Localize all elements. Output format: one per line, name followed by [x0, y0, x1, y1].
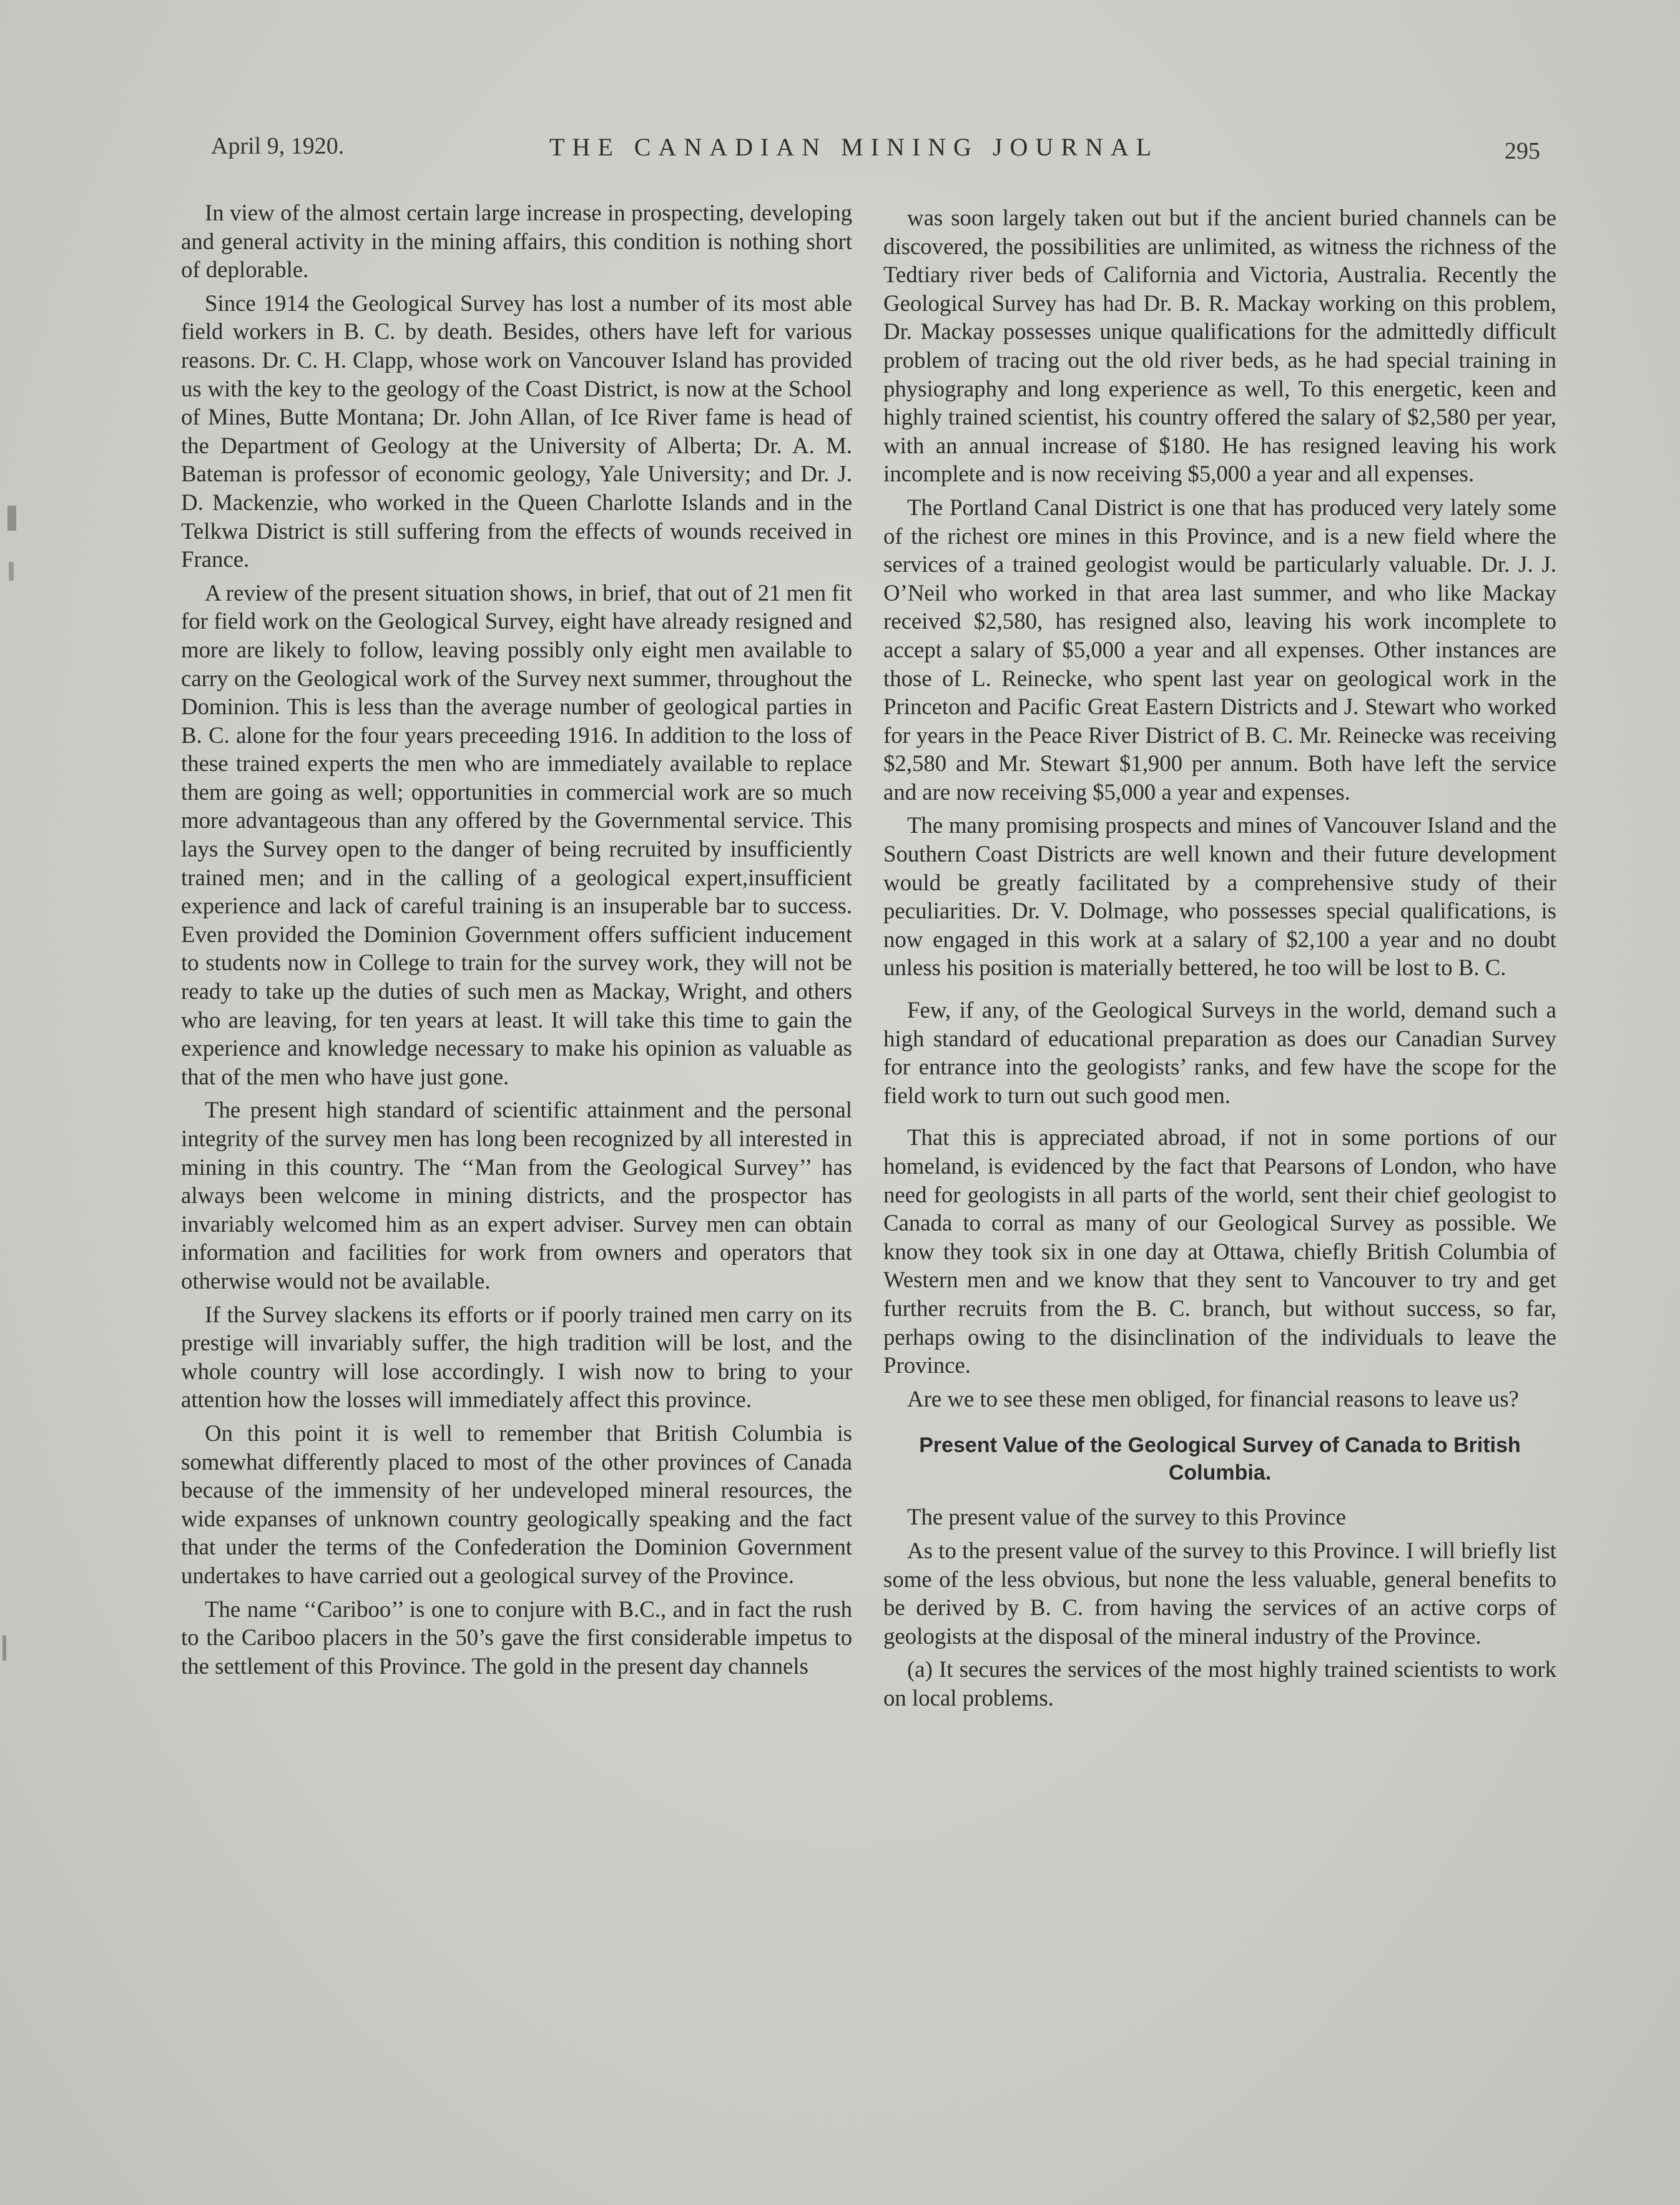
- paragraph: Since 1914 the Geological Survey has lost a number of its most able field workers in B. C. by death. Besides, others have left for various reasons. Dr. C. H. Clapp, whose work on Vancouver Island has provided us with the key to the geology of the Coast District, is now at the School of Mines, Butte Montana; Dr. John Allan, of Ice River fame is head of the Department of Geology at the University of Alberta; Dr. A. M. Bateman is professor of economic geology, Yale University; and Dr. J. D. Mackenzie, who worked in the Queen Charlotte Islands and in the Telkwa District is still suffering from the effects of wounds received in France.: [181, 290, 852, 572]
- scan-mark: [2, 1636, 6, 1661]
- page-header: [0, 132, 1680, 170]
- paragraph: (a) It secures the services of the most highly trained scientists to work on local problems.: [883, 1656, 1556, 1711]
- paragraph: If the Survey slackens its efforts or if poorly trained men carry on its prestige will invariably suffer, the high tradition will be lost, and the whole country will lose accordingly. I wish now to bring to your attention how the losses will immediately affect this province.: [181, 1301, 852, 1413]
- paragraph: Are we to see these men obliged, for financial reasons to leave us?: [907, 1385, 1519, 1412]
- paragraph: As to the present value of the survey to this Province. I will briefly list some of the less obvious, but none the less valuable, general benefits to be derived by B. C. from having the services of an active corps of geologists at the disposal of the mineral industry of the Province.: [883, 1537, 1556, 1649]
- scan-mark: [9, 562, 14, 581]
- paragraph: The present value of the survey to this Province: [907, 1504, 1347, 1530]
- paragraph: was soon largely taken out but if the ancient buried channels can be discovered, the possibilities are unlimited, as witness the richness of the Tedtiary river beds of California and Victoria, Australia. Recently the Geological Survey has had Dr. B. R. Mackay working on this problem, Dr. Mackay possesses unique qualifications for the admittedly difficult problem of tracing out the old river beds, as he had special training in physiography and long experience as well, To this energetic, keen and highly trained scientist, his country offered the salary of $2,580 per year, with an annual increase of $180. He has resigned leaving his work incomplete and is now receiving $5,000 a year and all expenses.: [883, 205, 1556, 487]
- paragraph: A review of the present situation shows, in brief, that out of 21 men fit for field work on the Geological Survey, eight have already resigned and more are likely to follow, leaving possibly only eight men available to carry on the Geological work of the Survey next summer, throughout the Dominion. This is less than the average number of geological parties in B. C. alone for the four years preceeding 1916. In addition to the loss of these trained experts the men who are immediately available to replace them are going as well; opportunities in commercial work are so much more advantageous than any offered by the Governmental service. This lays the Survey open to the danger of being recruited by insufficiently trained men; and in the calling of a geological expert,insufficient experience and lack of careful training is an insuperable bar to success. Even provided the Dominion Government offers sufficient inducement to students now in College to train for the survey work, they will not be ready to take up the duties of such men as Mackay, Wright, and others who are leaving, for ten years at least. It will take this time to gain the experience and knowledge necessary to make his opinion as valuable as that of the men who have just gone.: [181, 579, 852, 1089]
- scan-mark: [7, 506, 16, 531]
- paragraph: The present high standard of scientific attainment and the personal integrity of the survey men has long been recognized by all interested in mining in this country. The ‘‘Man from the Geological Survey’’ has always been welcome in mining districts, and the prospector has invariably welcomed him as an expert adviser. Survey men can obtain information and facilities for work from owners and operators that otherwise would not be available.: [181, 1097, 852, 1294]
- left-column: [181, 199, 852, 1680]
- paragraph: Few, if any, of the Geological Surveys in the world, demand such a high standard of educational preparation as does our Canadian Survey for entrance into the geologists’ ranks, and few have the scope for the field work to turn out such good men.: [883, 997, 1556, 1108]
- paragraph: That this is appreciated abroad, if not in some portions of our homeland, is evidenced by the fact that Pearsons of London, who have need for geologists in all parts of the world, sent their chief geologist to Canada to corral as many of our Geological Survey as possible. We know they took six in one day at Ottawa, chiefly British Columbia of Western men and we know that they sent to Vancouver to try and get further recruits from the B. C. branch, but without success, so far, perhaps owing to the disinclination of the individuals to leave the Province.: [883, 1124, 1556, 1378]
- page-number: 295: [1505, 138, 1540, 164]
- paragraph: The name ‘‘Cariboo’’ is one to conjure with B.C., and in fact the rush to the Cariboo placers in the 50’s gave the first considerable impetus to the settlement of this Province. The gold in the present day channels: [181, 1596, 852, 1679]
- section-heading: Present Value of the Geological Survey of Canada to British Columbia.: [919, 1433, 1521, 1485]
- paragraph: On this point it is well to remember that British Columbia is somewhat differently placed to most of the other provinces of Canada because of the immensity of her undeveloped mineral resources, the wide expanses of unknown country geologically speaking and the fact that under the terms of the Confederation the Dominion Government undertakes to have carried out a geological survey of the Province.: [181, 1420, 852, 1588]
- right-column: [883, 204, 1556, 1712]
- paragraph: The Portland Canal District is one that has produced very lately some of the richest ore mines in this Province, and is a new field where the services of a trained geologist would be particularly valuable. Dr. J. J. O’Neil who worked in that area last summer, and who like Mackay received $2,580, has resigned also, leaving his work incomplete to accept a salary of $5,000 a year and all expenses. Other instances are those of L. Reinecke, who spent last year on geological work in the Princeton and Pacific Great Eastern Districts and J. Stewart who worked for years in the Peace River District of B. C. Mr. Reinecke was receiving $2,580 and Mr. Stewart $1,900 per annum. Both have left the service and are now receiving $5,000 a year and expenses.: [883, 494, 1556, 805]
- paragraph: The many promising prospects and mines of Vancouver Island and the Southern Coast Districts are well known and their future development would be greatly facilitated by a comprehensive study of their peculiarities. Dr. V. Dolmage, who possesses special qualifications, is now engaged in this work at a salary of $2,100 a year and no doubt unless his position is materially bettered, he too will be lost to B. C.: [883, 812, 1556, 981]
- issue-date: April 9, 1920.: [211, 133, 345, 159]
- journal-title: THE CANADIAN MINING JOURNAL: [549, 133, 1159, 161]
- paragraph: In view of the almost certain large increase in prospecting, developing and general activity in the mining affairs, this condition is nothing short of deplorable.: [181, 200, 852, 283]
